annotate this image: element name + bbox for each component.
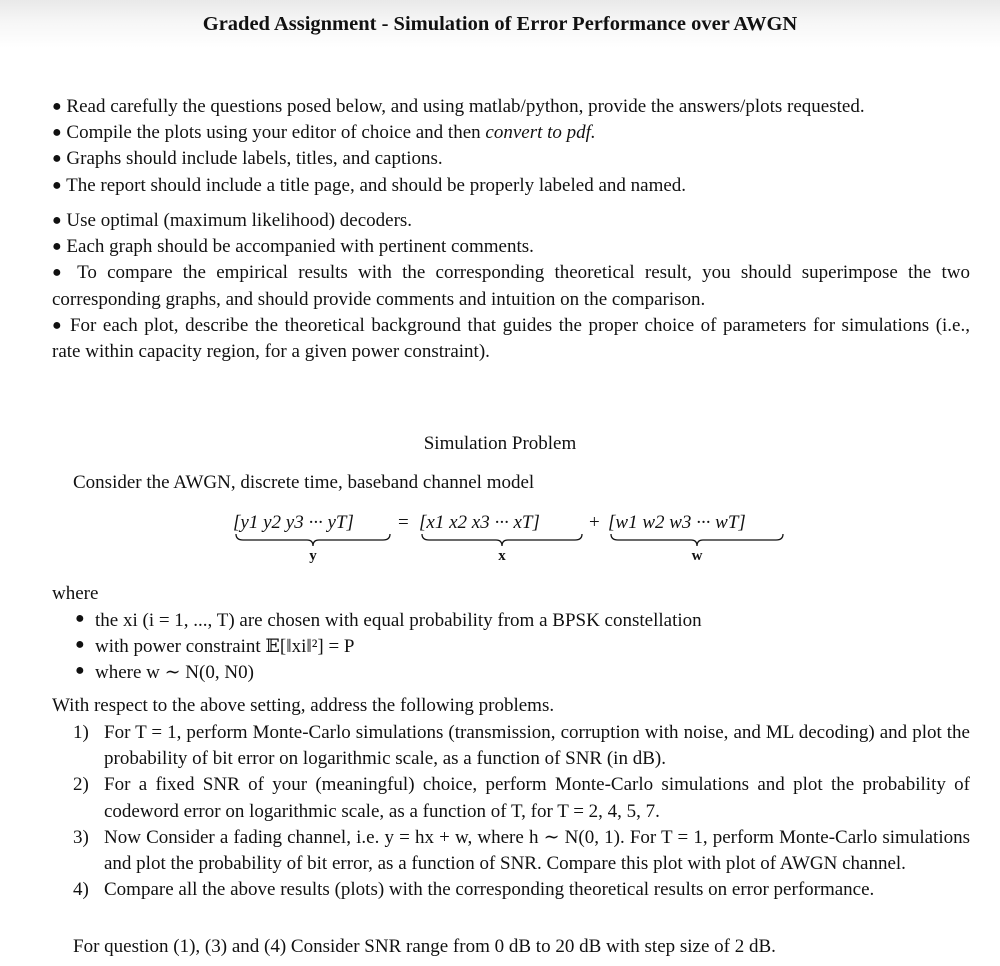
bullet-icon: ● [52,212,62,229]
bullet-icon: ● [52,150,62,168]
input-vector [419,510,585,564]
final-note: For question (1), (3) and (4) Consider SNR range from 0 dB to 20 dB with step size of 2 dB. [73,936,776,957]
emphasis-text: convert to pdf. [485,122,596,144]
problems-list [73,720,970,904]
problem-item: 3) Now Consider a fading channel, i.e. y = hx + w, where h ∼ N(0, 1). For T = 1, perform Monte-Carlo simulations and plot the probability of bit error, as a function of SNR. Compare this plot with plot of AWGN channel. [73,826,970,875]
bullet-icon: ● [52,264,68,282]
problem-item: 2) For a fixed SNR of your (meaningful) choice, perform Monte-Carlo simulations and plot the probability of codeword error on logarithmic scale, as a function of T, for T = 2, 4, 5, 7. [73,774,970,822]
noise-vector-label: w [691,548,703,564]
noise-vector [608,510,786,564]
guideline-item: ● To compare the empirical results with the corresponding theoretical result, you should superimpose the two corresponding graphs, and should provide comments and intuition on the comparison. [52,262,970,310]
conditions-list [75,608,702,687]
plus-sign: + [589,512,600,533]
instruction-item: ● Graphs should include labels, titles, and captions. [52,148,443,170]
bullet-icon: ● [52,124,62,142]
instruction-item: ● Compile the plots using your editor of choice and then convert to pdf. [52,122,596,144]
noise-vector-text: [w1 w2 w3 ··· wT] [608,512,746,533]
problem-item: 1) For T = 1, perform Monte-Carlo simulations (transmission, corruption with noise, and ML decoding) and plot the probability of bit error on logarithmic scale, as a function of SNR (in dB). [73,722,970,770]
output-vector-text: [y1 y2 y3 ··· yT] [233,512,354,533]
output-vector-label: y [309,548,317,564]
model-intro: Consider the AWGN, discrete time, baseband channel model [73,472,535,493]
bullet-icon: ● [52,98,62,115]
output-vector [233,510,393,564]
instruction-item: ● Read carefully the questions posed below, and using matlab/python, provide the answers/plots requested. [52,96,865,117]
bullet-icon: ● [75,662,85,680]
guidelines-list [52,208,970,365]
underbrace-icon [235,533,391,547]
channel-equation [0,510,1000,570]
bullet-icon: ● [52,238,62,256]
underbrace-icon [421,533,583,547]
underbrace-icon [610,533,784,547]
guideline-item: ● Each graph should be accompanied with pertinent comments. [52,236,534,258]
where-label: where [52,583,99,604]
equals-sign: = [398,512,409,533]
condition-item: ● with power constraint 𝔼[‖xi‖²] = P [75,636,355,658]
guideline-item: ● For each plot, describe the theoretical background that guides the proper choice of parameters for simulations (i.e., rate within capacity region, for a given power constraint). [52,314,970,363]
input-vector-label: x [498,548,506,564]
input-vector-text: [x1 x2 x3 ··· xT] [419,512,540,533]
condition-item: ● where w ∼ N(0, N0) [75,662,254,684]
problem-item: 4) Compare all the above results (plots) with the corresponding theoretical results on error performance. [73,879,875,901]
bullet-icon: ● [75,636,85,654]
bullet-icon: ● [75,610,85,627]
instructions-list [52,94,970,199]
problems-intro: With respect to the above setting, address the following problems. [52,695,555,716]
bullet-icon: ● [52,176,62,194]
section-heading: Simulation Problem [423,433,577,454]
guideline-item: ● Use optimal (maximum likelihood) decoders. [52,210,413,231]
condition-item: ● the xi (i = 1, ..., T) are chosen with equal probability from a BPSK constellation [75,610,702,631]
bullet-icon: ● [52,316,64,334]
document-title: Graded Assignment - Simulation of Error Performance over AWGN [202,13,798,35]
instruction-item: ● The report should include a title page, and should be properly labeled and named. [52,174,687,196]
